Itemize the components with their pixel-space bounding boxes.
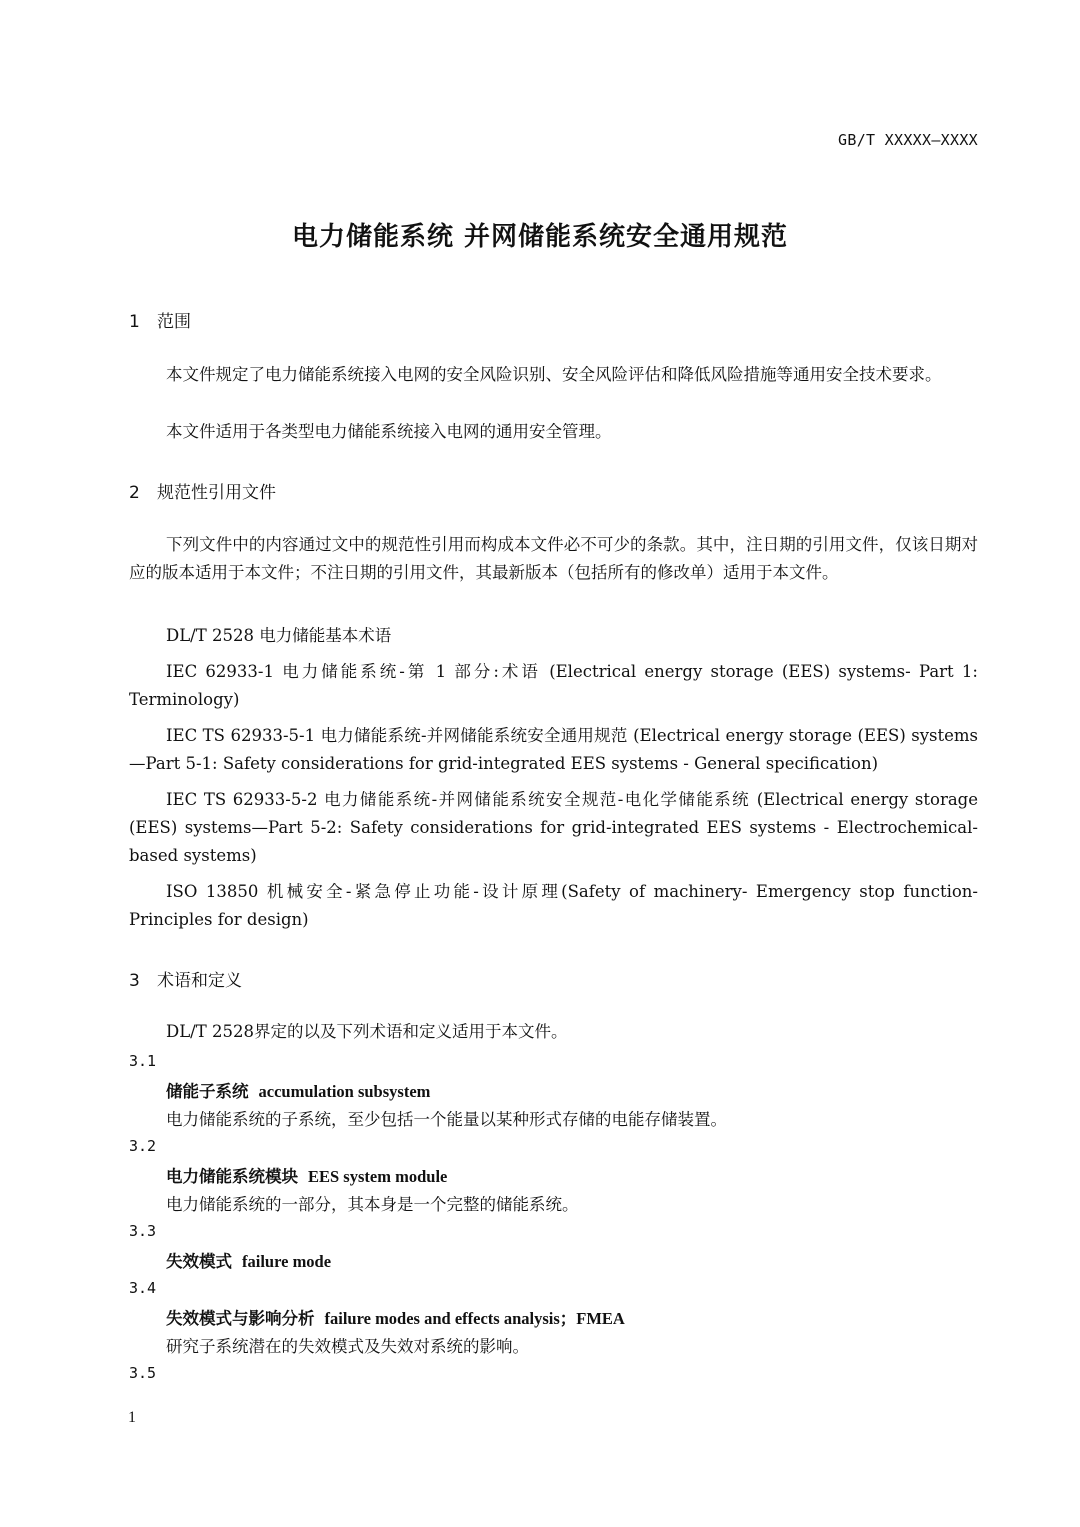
terms-intro: DL/T 2528界定的以及下列术语和定义适用于本文件。 xyxy=(166,1022,568,1041)
section-number: 1 xyxy=(129,312,140,332)
reference-item: IEC 62933-1 电力储能系统-第 1 部分:术语 (Electrical energy storage (EES) systems- Part 1: Terminology) xyxy=(129,662,978,709)
term-definition: 研究子系统潜在的失效模式及失效对系统的影响。 xyxy=(166,1337,529,1356)
term-zh: 电力储能系统模块 xyxy=(166,1167,298,1186)
section-number: 3 xyxy=(129,971,140,991)
term-entry xyxy=(166,1305,625,1329)
term-en: failure mode xyxy=(242,1252,332,1271)
term-en: failure modes and effects analysis；FMEA xyxy=(324,1309,625,1328)
references-intro: 下列文件中的内容通过文中的规范性引用而构成本文件必不可少的条款。其中，注日期的引用文件，仅该日期对应的版本适用于本文件；不注日期的引用文件，其最新版本（包括所有的修改单）适用于本文件。 xyxy=(129,535,978,582)
reference-item: IEC TS 62933-5-2 电力储能系统-并网储能系统安全规范-电化学储能系统 (Electrical energy storage (EES) systems—Part 5-2: Safety considerations for grid-integrated EES systems - Electrochemical-based systems) xyxy=(129,790,978,865)
reference-item: IEC TS 62933-5-1 电力储能系统-并网储能系统安全通用规范 (Electrical energy storage (EES) systems—Part 5-1: Safety considerations for grid-integrated EES systems - General specification) xyxy=(129,726,978,773)
clause-number: 3.2 xyxy=(129,1137,157,1155)
section-heading-scope xyxy=(129,307,191,332)
clause-number: 3.1 xyxy=(129,1052,157,1070)
term-entry xyxy=(166,1163,447,1187)
term-zh: 失效模式 xyxy=(166,1252,232,1271)
page-number: 1 xyxy=(128,1409,136,1426)
term-en: accumulation subsystem xyxy=(258,1082,431,1101)
term-en: EES system module xyxy=(308,1167,448,1186)
scope-paragraph-1: 本文件规定了电力储能系统接入电网的安全风险识别、安全风险评估和降低风险措施等通用安全技术要求。 xyxy=(166,365,942,384)
term-entry xyxy=(166,1248,331,1272)
term-zh: 储能子系统 xyxy=(166,1082,249,1101)
standard-code: GB/T XXXXX—XXXX xyxy=(838,131,978,149)
term-entry xyxy=(166,1078,430,1102)
term-zh: 失效模式与影响分析 xyxy=(166,1309,315,1328)
clause-number: 3.5 xyxy=(129,1364,157,1382)
section-heading-normative-references xyxy=(129,478,276,503)
clause-number: 3.4 xyxy=(129,1279,157,1297)
reference-item: DL/T 2528 电力储能基本术语 xyxy=(166,626,392,645)
scope-paragraph-2: 本文件适用于各类型电力储能系统接入电网的通用安全管理。 xyxy=(166,422,612,441)
section-number: 2 xyxy=(129,483,140,503)
section-heading-terms-definitions xyxy=(129,966,242,991)
clause-number: 3.3 xyxy=(129,1222,157,1240)
term-definition: 电力储能系统的一部分，其本身是一个完整的储能系统。 xyxy=(166,1195,579,1214)
document-title: 电力储能系统 并网储能系统安全通用规范 xyxy=(291,222,789,252)
term-definition: 电力储能系统的子系统，至少包括一个能量以某种形式存储的电能存储装置。 xyxy=(166,1110,727,1129)
section-title: 术语和定义 xyxy=(157,971,242,991)
reference-item: ISO 13850 机械安全-紧急停止功能-设计原理(Safety of machinery- Emergency stop function- Principles for design) xyxy=(129,882,978,929)
section-title: 规范性引用文件 xyxy=(157,483,276,503)
section-title: 范围 xyxy=(157,312,191,332)
